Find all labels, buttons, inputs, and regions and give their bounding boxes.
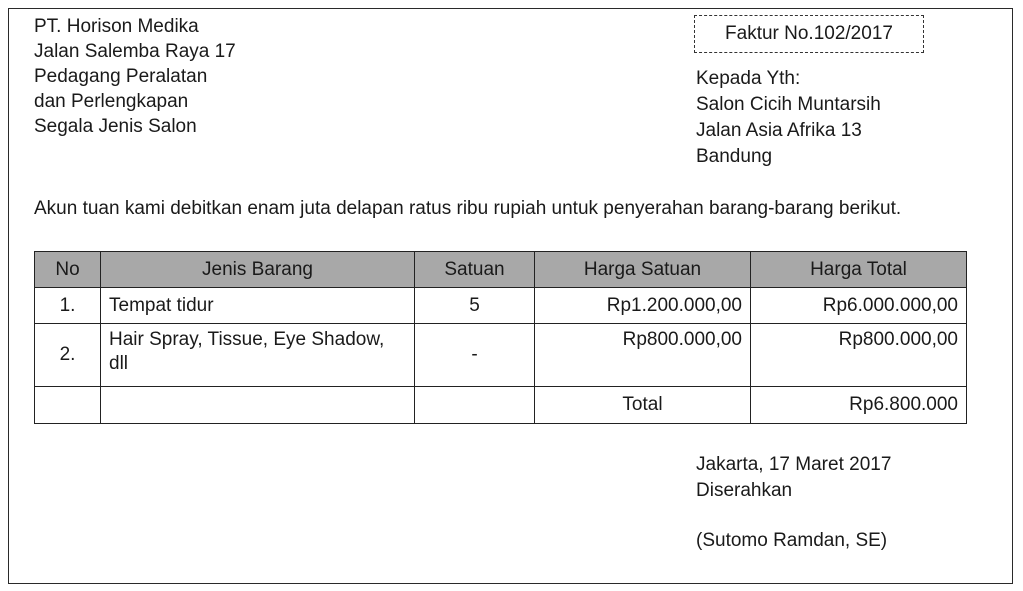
sender-block [34, 14, 236, 139]
sender-line-3: Pedagang Peralatan [34, 66, 208, 87]
cell-item: Hair Spray, Tissue, Eye Shadow, dll [101, 324, 415, 387]
items-table [34, 251, 967, 424]
sender-line-5: Segala Jenis Salon [34, 116, 197, 137]
recipient-salutation: Kepada Yth: [696, 68, 801, 89]
table-row [35, 288, 967, 324]
table-total-row [35, 387, 967, 424]
cell-empty [101, 387, 415, 424]
header-total: Harga Total [751, 252, 967, 288]
cell-empty [35, 387, 101, 424]
cell-total: Rp6.000.000,00 [751, 288, 967, 324]
cell-no: 2. [35, 324, 101, 387]
header-no: No [35, 252, 101, 288]
table-row [35, 324, 967, 387]
invoice-number: Faktur No.102/2017 [694, 15, 924, 53]
header-item: Jenis Barang [101, 252, 415, 288]
cell-no: 1. [35, 288, 101, 324]
cell-item: Tempat tidur [101, 288, 415, 324]
recipient-address: Jalan Asia Afrika 13 [696, 120, 862, 141]
cell-unit-price: Rp1.200.000,00 [535, 288, 751, 324]
sender-line-4: dan Perlengkapan [34, 91, 189, 112]
sender-company: PT. Horison Medika [34, 16, 199, 37]
header-unit: Satuan [415, 252, 535, 288]
total-label: Total [535, 387, 751, 424]
cell-empty [415, 387, 535, 424]
recipient-block [696, 66, 881, 170]
total-value: Rp6.800.000 [751, 387, 967, 424]
intro-text: Akun tuan kami debitkan enam juta delapan ratus ribu rupiah untuk penyerahan barang-barang berikut. [34, 198, 902, 219]
table-header-row [35, 252, 967, 288]
recipient-name: Salon Cicih Muntarsih [696, 94, 881, 115]
recipient-city: Bandung [696, 146, 773, 167]
header-unit-price: Harga Satuan [535, 252, 751, 288]
closing-label: Diserahkan [696, 480, 793, 501]
cell-unit-price: Rp800.000,00 [535, 324, 751, 387]
cell-total: Rp800.000,00 [751, 324, 967, 387]
cell-unit: 5 [415, 288, 535, 324]
closing-place-date: Jakarta, 17 Maret 2017 [696, 454, 892, 475]
closing-block [696, 452, 891, 504]
signer-name: (Sutomo Ramdan, SE) [696, 530, 888, 551]
sender-address: Jalan Salemba Raya 17 [34, 41, 236, 62]
cell-unit: - [415, 324, 535, 387]
